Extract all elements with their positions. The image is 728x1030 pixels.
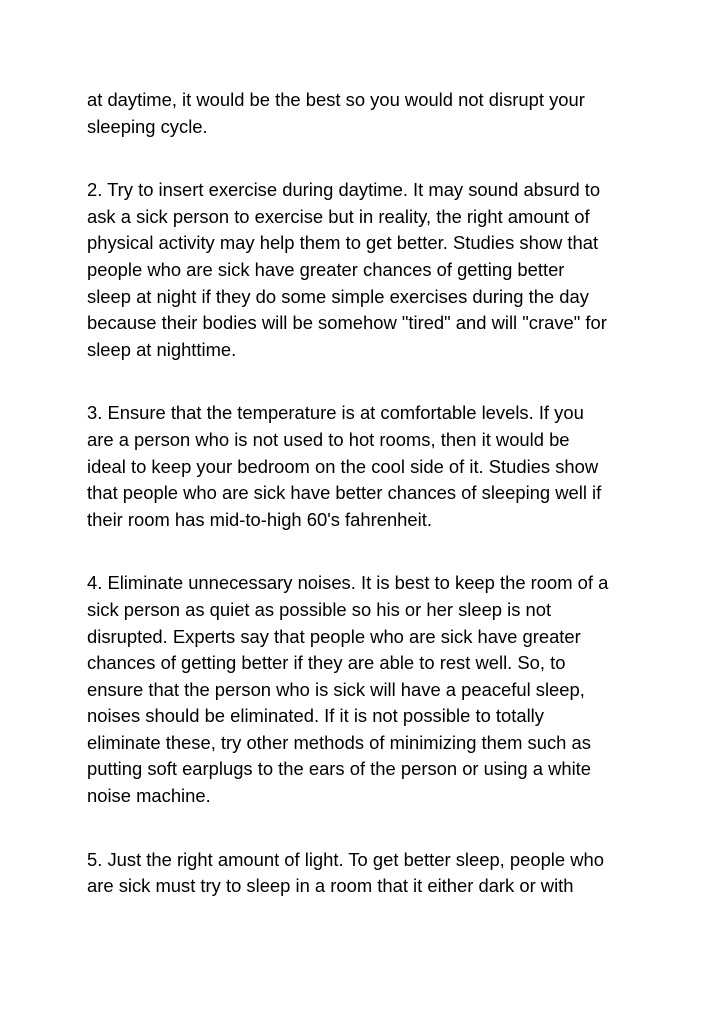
text-line: are a person who is not used to hot rooms, then it would be [87, 428, 570, 450]
text-line: 2. Try to insert exercise during daytime. It may sound absurd to [87, 179, 601, 201]
text-line: sleep at nighttime. [87, 338, 237, 360]
paragraph-continuation [87, 87, 647, 140]
paragraph-tip-2 [87, 177, 647, 363]
text-line: that people who are sick have better chances of sleeping well if [87, 482, 602, 504]
text-line: are sick must try to sleep in a room that it either dark or with [87, 875, 574, 897]
text-line: 3. Ensure that the temperature is at comfortable levels. If you [87, 402, 584, 424]
text-line: noise machine. [87, 785, 211, 807]
text-line: chances of getting better if they are able to rest well. So, to [87, 652, 566, 674]
text-line: ideal to keep your bedroom on the cool side of it. Studies show [87, 455, 599, 477]
text-line: 4. Eliminate unnecessary noises. It is best to keep the room of a [87, 572, 609, 594]
text-line: their room has mid-to-high 60's fahrenheit. [87, 508, 432, 530]
text-line: disrupted. Experts say that people who are sick have greater [87, 625, 581, 647]
text-line: physical activity may help them to get better. Studies show that [87, 232, 599, 254]
text-line: putting soft earplugs to the ears of the person or using a white [87, 758, 592, 780]
document-body [87, 87, 647, 900]
text-line: eliminate these, try other methods of minimizing them such as [87, 731, 591, 753]
text-line: because their bodies will be somehow "tired" and will "crave" for [87, 312, 607, 334]
text-line: ensure that the person who is sick will have a peaceful sleep, [87, 678, 585, 700]
paragraph-tip-3 [87, 400, 647, 533]
text-line: sleep at night if they do some simple exercises during the day [87, 285, 589, 307]
text-line: ask a sick person to exercise but in reality, the right amount of [87, 205, 590, 227]
text-line: 5. Just the right amount of light. To get better sleep, people who [87, 848, 604, 870]
text-line: at daytime, it would be the best so you would not disrupt your [87, 89, 585, 110]
paragraph-tip-5 [87, 847, 647, 900]
paragraph-tip-4 [87, 570, 647, 809]
text-line: people who are sick have greater chances of getting better [87, 258, 565, 280]
text-line: noises should be eliminated. If it is not possible to totally [87, 705, 544, 727]
text-line: sick person as quiet as possible so his or her sleep is not [87, 598, 552, 620]
text-line: sleeping cycle. [87, 115, 208, 137]
